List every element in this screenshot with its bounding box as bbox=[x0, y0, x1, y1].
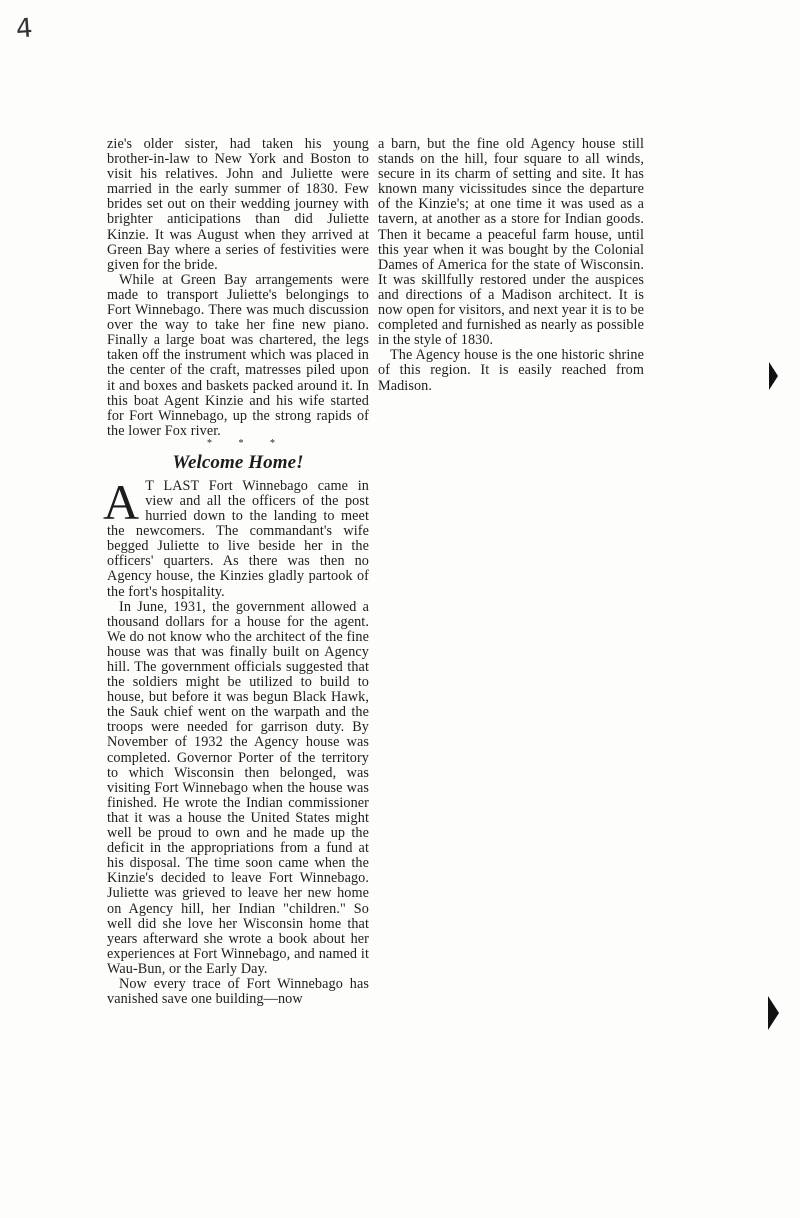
paragraph: In June, 1931, the government allowed a thousand dollars for a house for the agent. We do not know who the architect of the fine house was that was finally built on Agency hill. The government officials suggested that the soldiers might be utilized to build to house, but before it was begun Black Hawk, the Sauk chief went on the warpath and the troops were needed for garrison duty. By November of 1932 the Agency house was completed. Governor Porter of the territory to which Wisconsin then belonged, was visiting Fort Winnebago when the house was finished. He wrote the Indian commissioner that it was a house the United States might well be proud to own and he made up the deficit in the appropriations from a fund at his disposal. The time soon came when the Kinzie's decided to leave Fort Winnebago. Juliette was grieved to leave her new home on Agency hill, her Indian "children." So well did she love her Wisconsin home that years afterward she wrote a book about her experiences at Fort Winnebago, and named it Wau-Bun, or the Early Day. bbox=[107, 598, 369, 977]
page-mark: 4 bbox=[14, 13, 34, 45]
paragraph-text: T LAST Fort Winnebago came in view and all the officers of the post hurried down to the landing to meet the newcomers. The commandant's wife begged Juliette to live beside her in the officers' quarters. As there was then no Agency house, the Kinzies gladly partook of the fort's hospitality. bbox=[107, 477, 369, 600]
margin-ink-mark bbox=[768, 996, 779, 1030]
left-column bbox=[103, 136, 369, 1008]
section-separator: * * * bbox=[207, 437, 287, 449]
right-column bbox=[378, 137, 644, 394]
section-heading: Welcome Home! bbox=[172, 451, 304, 473]
paragraph: While at Green Bay arrangements were made to transport Juliette's belongings to Fort Winnebago. There was much discussion over the way to take her fine new piano. Finally a large boat was chartered, the legs taken off the instrument which was placed in the center of the craft, matresses piled upon it and boxes and baskets packed around it. In this boat Agent Kinzie and his wife started for Fort Winnebago, up the strong rapids of the lower Fox river. bbox=[107, 271, 369, 439]
paragraph bbox=[103, 473, 369, 600]
drop-cap: A bbox=[103, 473, 140, 530]
paragraph: The Agency house is the one historic shrine of this region. It is easily reached from Madison. bbox=[378, 347, 644, 394]
paragraph: zie's older sister, had taken his young brother-in-law to New York and Boston to visit his relatives. John and Juliette were married in the early summer of 1830. Few brides set out on their wedding journey with brighter anticipations than did Juliette Kinzie. It was August when they arrived at Green Bay where a series of festivities were given for the bride. bbox=[107, 136, 369, 273]
paragraph: a barn, but the fine old Agency house still stands on the hill, four square to all winds, secure in its charm of setting and site. It has known many vicissitudes since the departure of the Kinzie's; at one time it was used as a tavern, at another as a store for Indian goods. Then it became a peaceful farm house, until this year when it was bought by the Colonial Dames of America for the state of Wisconsin. It was skillfully restored under the auspices and directions of a Madison architect. It is now open for visitors, and next year it is to be completed and furnished as nearly as possible in the style of 1830. bbox=[378, 136, 644, 349]
margin-ink-mark bbox=[769, 362, 778, 390]
paragraph: Now every trace of Fort Winnebago has vanished save one building—now bbox=[107, 975, 369, 1008]
